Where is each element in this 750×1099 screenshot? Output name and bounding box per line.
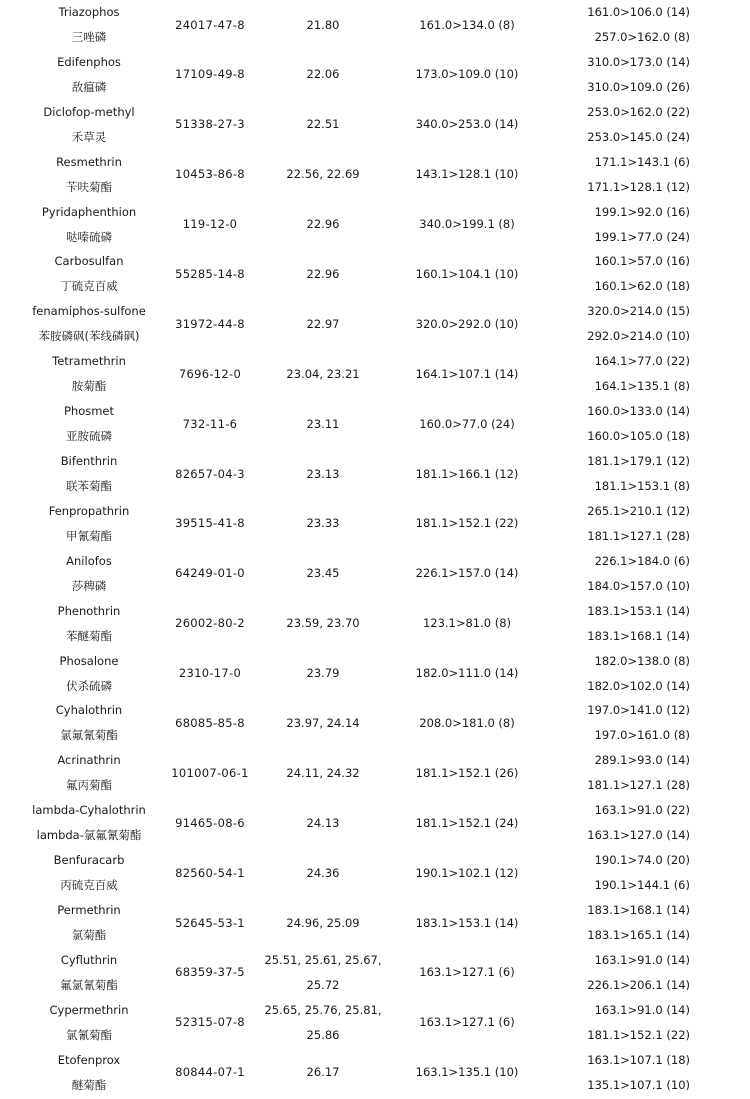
qualifier-ion-pair-2: 292.0>214.0 (10) bbox=[587, 329, 690, 344]
retention-time: 21.80 bbox=[306, 17, 340, 32]
qualifier-ion-pair-1: 289.1>93.0 (14) bbox=[594, 753, 690, 768]
quantifier-ion-pair: 208.0>181.0 (8) bbox=[419, 715, 515, 730]
quantifier-ion-pair: 123.1>81.0 (8) bbox=[422, 616, 512, 631]
qualifier-ion-pair-2: 160.1>62.0 (18) bbox=[594, 279, 690, 294]
qualifier-ion-pairs bbox=[565, 1048, 690, 1098]
qualifier-ion-pair-1: 163.1>107.1 (18) bbox=[587, 1052, 690, 1067]
compound-english-name: Fenpropathrin bbox=[48, 503, 130, 518]
qualifier-ion-pair-1: 161.0>106.0 (14) bbox=[587, 5, 690, 19]
compound-english-name: Diclofop-methyl bbox=[43, 104, 135, 119]
table-row bbox=[0, 50, 750, 100]
compound-chinese-name: 氯氰菊酯 bbox=[66, 1027, 112, 1042]
qualifier-ion-pairs bbox=[565, 798, 690, 848]
compound-chinese-name: 丁硫克百威 bbox=[60, 279, 118, 294]
cas-number: 68085-85-8 bbox=[175, 715, 245, 730]
retention-time: 23.13 bbox=[306, 466, 340, 481]
compound-english-name: fenamiphos-sulfone bbox=[32, 304, 146, 319]
compound-chinese-name: 氯菊酯 bbox=[71, 928, 107, 943]
qualifier-ion-pair-1: 171.1>143.1 (6) bbox=[594, 154, 690, 169]
qualifier-ion-pair-2: 184.0>157.0 (10) bbox=[587, 578, 690, 593]
qualifier-ion-pair-1: 164.1>77.0 (22) bbox=[594, 354, 690, 369]
retention-time-cell bbox=[262, 998, 384, 1048]
compound-chinese-name: 哒嗪硫磷 bbox=[66, 229, 112, 244]
qualifier-ion-pair-2: 164.1>135.1 (8) bbox=[594, 379, 690, 394]
table-row bbox=[0, 349, 750, 399]
retention-time: 22.51 bbox=[306, 117, 340, 132]
retention-time: 24.36 bbox=[306, 865, 340, 880]
table-row bbox=[0, 249, 750, 299]
quantifier-ion-pair: 164.1>107.1 (14) bbox=[415, 366, 519, 381]
qualifier-ion-pair-1: 183.1>168.1 (14) bbox=[587, 903, 690, 918]
quantifier-ion-pair: 163.1>135.1 (10) bbox=[415, 1065, 519, 1080]
compound-chinese-name: 敌瘟磷 bbox=[71, 79, 107, 94]
compound-english-name: Bifenthrin bbox=[60, 454, 118, 469]
cas-number: 10453-86-8 bbox=[175, 167, 245, 182]
cas-number: 7696-12-0 bbox=[178, 366, 242, 381]
quantifier-ion-pair: 226.1>157.0 (14) bbox=[415, 566, 519, 581]
table-row bbox=[0, 898, 750, 948]
table-row bbox=[0, 848, 750, 898]
compound-english-name: Benfuracarb bbox=[53, 853, 125, 868]
compound-chinese-name: 苯胺磷砜(苯线磷砜) bbox=[38, 329, 140, 344]
retention-time-line1: 25.65, 25.76, 25.81, bbox=[264, 1002, 382, 1017]
qualifier-ion-pairs bbox=[565, 150, 690, 200]
table-row bbox=[0, 698, 750, 748]
compound-chinese-name: 胺菊酯 bbox=[71, 379, 107, 394]
table-row bbox=[0, 798, 750, 848]
quantifier-ion-pair: 190.1>102.1 (12) bbox=[415, 865, 519, 880]
qualifier-ion-pairs bbox=[565, 649, 690, 699]
cas-number: 52315-07-8 bbox=[175, 1015, 245, 1030]
compound-chinese-name: 丙硫克百威 bbox=[60, 878, 118, 893]
compound-english-name: Cyhalothrin bbox=[55, 703, 123, 718]
quantifier-ion-pair: 181.1>152.1 (26) bbox=[415, 765, 519, 780]
compound-english-name: Triazophos bbox=[58, 5, 120, 19]
quantifier-ion-pair: 143.1>128.1 (10) bbox=[415, 167, 519, 182]
quantifier-ion-pair: 340.0>199.1 (8) bbox=[419, 217, 515, 232]
cas-number: 68359-37-5 bbox=[175, 965, 245, 980]
compound-english-name: Anilofos bbox=[66, 553, 112, 568]
table-row bbox=[0, 399, 750, 449]
retention-time: 22.97 bbox=[306, 316, 340, 331]
cas-number: 24017-47-8 bbox=[175, 17, 245, 32]
qualifier-ion-pair-2: 257.0>162.0 (8) bbox=[594, 30, 690, 44]
qualifier-ion-pairs bbox=[565, 100, 690, 150]
qualifier-ion-pair-2: 183.1>165.1 (14) bbox=[587, 928, 690, 943]
qualifier-ion-pair-1: 320.0>214.0 (15) bbox=[587, 304, 690, 319]
qualifier-ion-pair-1: 163.1>91.0 (14) bbox=[594, 1002, 690, 1017]
retention-time: 22.56, 22.69 bbox=[286, 167, 360, 182]
qualifier-ion-pair-1: 310.0>173.0 (14) bbox=[587, 54, 690, 69]
qualifier-ion-pairs bbox=[565, 200, 690, 250]
table-row bbox=[0, 998, 750, 1048]
qualifier-ion-pair-2: 163.1>127.0 (14) bbox=[587, 828, 690, 843]
quantifier-ion-pair: 181.1>152.1 (24) bbox=[415, 815, 519, 830]
qualifier-ion-pair-2: 181.1>152.1 (22) bbox=[587, 1027, 690, 1042]
retention-time: 24.96, 25.09 bbox=[286, 915, 360, 930]
qualifier-ion-pair-2: 226.1>206.1 (14) bbox=[587, 977, 690, 992]
retention-time-line2: 25.86 bbox=[306, 1027, 340, 1042]
compound-chinese-name: 苯醚菊酯 bbox=[66, 628, 112, 643]
compound-chinese-name: 联苯菊酯 bbox=[66, 479, 112, 494]
cas-number: 82657-04-3 bbox=[175, 466, 245, 481]
qualifier-ion-pairs bbox=[565, 549, 690, 599]
qualifier-ion-pairs bbox=[565, 998, 690, 1048]
cas-number: 26002-80-2 bbox=[175, 616, 245, 631]
compound-chinese-name: 禾草灵 bbox=[71, 129, 107, 144]
qualifier-ion-pair-1: 265.1>210.1 (12) bbox=[587, 503, 690, 518]
retention-time: 22.96 bbox=[306, 217, 340, 232]
cas-number: 80844-07-1 bbox=[175, 1065, 245, 1080]
qualifier-ion-pair-1: 163.1>91.0 (14) bbox=[594, 952, 690, 967]
qualifier-ion-pair-2: 310.0>109.0 (26) bbox=[587, 79, 690, 94]
compound-english-name: Phosmet bbox=[63, 404, 115, 419]
cas-number: 51338-27-3 bbox=[175, 117, 245, 132]
quantifier-ion-pair: 161.0>134.0 (8) bbox=[419, 17, 515, 32]
qualifier-ion-pair-2: 253.0>145.0 (24) bbox=[587, 129, 690, 144]
compound-english-name: Etofenprox bbox=[57, 1052, 121, 1067]
compound-chinese-name: 甲氰菊酯 bbox=[66, 528, 112, 543]
qualifier-ion-pairs bbox=[565, 898, 690, 948]
qualifier-ion-pair-2: 160.0>105.0 (18) bbox=[587, 429, 690, 444]
qualifier-ion-pairs bbox=[565, 848, 690, 898]
retention-time: 23.59, 23.70 bbox=[286, 616, 360, 631]
quantifier-ion-pair: 160.0>77.0 (24) bbox=[419, 416, 515, 431]
compound-chinese-name: 亚胺硫磷 bbox=[66, 429, 112, 444]
qualifier-ion-pair-2: 190.1>144.1 (6) bbox=[594, 878, 690, 893]
qualifier-ion-pair-2: 183.1>168.1 (14) bbox=[587, 628, 690, 643]
qualifier-ion-pair-1: 163.1>91.0 (22) bbox=[594, 803, 690, 818]
table-row bbox=[0, 948, 750, 998]
retention-time: 23.79 bbox=[306, 666, 340, 681]
retention-time: 22.06 bbox=[306, 67, 340, 82]
qualifier-ion-pair-1: 190.1>74.0 (20) bbox=[594, 853, 690, 868]
cas-number: 2310-17-0 bbox=[178, 666, 242, 681]
table-row bbox=[0, 499, 750, 549]
compound-chinese-name: 伏杀硫磷 bbox=[66, 678, 112, 693]
table-row bbox=[0, 0, 750, 50]
quantifier-ion-pair: 183.1>153.1 (14) bbox=[415, 915, 519, 930]
table-row bbox=[0, 649, 750, 699]
retention-time: 24.13 bbox=[306, 815, 340, 830]
quantifier-ion-pair: 340.0>253.0 (14) bbox=[415, 117, 519, 132]
retention-time: 24.11, 24.32 bbox=[286, 765, 360, 780]
compound-chinese-name: 三唑磷 bbox=[71, 30, 107, 44]
compound-english-name: Carbosulfan bbox=[54, 254, 124, 269]
cas-number: 39515-41-8 bbox=[175, 516, 245, 531]
qualifier-ion-pair-2: 135.1>107.1 (10) bbox=[587, 1077, 690, 1092]
qualifier-ion-pair-2: 182.0>102.0 (14) bbox=[587, 678, 690, 693]
cas-number: 91465-08-6 bbox=[175, 815, 245, 830]
quantifier-ion-pair: 163.1>127.1 (6) bbox=[419, 1015, 515, 1030]
qualifier-ion-pair-2: 181.1>127.1 (28) bbox=[587, 528, 690, 543]
cas-number: 55285-14-8 bbox=[175, 266, 245, 281]
qualifier-ion-pair-1: 199.1>92.0 (16) bbox=[594, 204, 690, 219]
quantifier-ion-pair: 182.0>111.0 (14) bbox=[415, 666, 519, 681]
qualifier-ion-pair-1: 197.0>141.0 (12) bbox=[587, 703, 690, 718]
cas-number: 17109-49-8 bbox=[175, 67, 245, 82]
cas-number: 64249-01-0 bbox=[175, 566, 245, 581]
qualifier-ion-pairs bbox=[565, 50, 690, 100]
cas-number: 82560-54-1 bbox=[175, 865, 245, 880]
compound-english-name: Permethrin bbox=[57, 903, 121, 918]
qualifier-ion-pair-1: 183.1>153.1 (14) bbox=[587, 603, 690, 618]
qualifier-ion-pair-1: 160.1>57.0 (16) bbox=[594, 254, 690, 269]
compound-english-name: Phosalone bbox=[59, 653, 119, 668]
qualifier-ion-pair-1: 182.0>138.0 (8) bbox=[594, 653, 690, 668]
qualifier-ion-pair-2: 171.1>128.1 (12) bbox=[587, 179, 690, 194]
compound-english-name: lambda-Cyhalothrin bbox=[32, 803, 146, 818]
compound-english-name: Resmethrin bbox=[56, 154, 122, 169]
compound-english-name: Acrinathrin bbox=[57, 753, 121, 768]
cas-number: 732-11-6 bbox=[182, 416, 238, 431]
quantifier-ion-pair: 160.1>104.1 (10) bbox=[415, 266, 519, 281]
compound-chinese-name: 氟丙菊酯 bbox=[66, 778, 112, 793]
retention-time: 23.33 bbox=[306, 516, 340, 531]
cas-number: 101007-06-1 bbox=[171, 765, 249, 780]
retention-time: 23.04, 23.21 bbox=[286, 366, 360, 381]
cas-number: 119-12-0 bbox=[182, 217, 238, 232]
qualifier-ion-pairs bbox=[565, 599, 690, 649]
compound-english-name: Cyfluthrin bbox=[60, 952, 118, 967]
compound-chinese-name: 氯氟氰菊酯 bbox=[60, 728, 118, 743]
retention-time: 23.11 bbox=[306, 416, 340, 431]
retention-time: 23.45 bbox=[306, 566, 340, 581]
retention-time: 22.96 bbox=[306, 266, 340, 281]
qualifier-ion-pairs bbox=[565, 748, 690, 798]
cas-number: 52645-53-1 bbox=[175, 915, 245, 930]
table-row bbox=[0, 1048, 750, 1098]
retention-time-line2: 25.72 bbox=[306, 977, 340, 992]
table-row bbox=[0, 748, 750, 798]
qualifier-ion-pair-1: 160.0>133.0 (14) bbox=[587, 404, 690, 419]
quantifier-ion-pair: 181.1>166.1 (12) bbox=[415, 466, 519, 481]
qualifier-ion-pair-2: 199.1>77.0 (24) bbox=[594, 229, 690, 244]
table-row bbox=[0, 599, 750, 649]
compound-chinese-name: 莎稗磷 bbox=[71, 578, 107, 593]
qualifier-ion-pair-1: 226.1>184.0 (6) bbox=[594, 553, 690, 568]
qualifier-ion-pair-2: 197.0>161.0 (8) bbox=[594, 728, 690, 743]
compound-chinese-name: 苄呋菊酯 bbox=[66, 179, 112, 194]
compound-english-name: Cypermethrin bbox=[49, 1002, 129, 1017]
qualifier-ion-pair-1: 181.1>179.1 (12) bbox=[587, 454, 690, 469]
compound-english-name: Tetramethrin bbox=[52, 354, 126, 369]
compound-english-name: Pyridaphenthion bbox=[41, 204, 137, 219]
qualifier-ion-pairs bbox=[565, 698, 690, 748]
retention-time-line1: 25.51, 25.61, 25.67, bbox=[264, 952, 382, 967]
compound-chinese-name: 醚菊酯 bbox=[71, 1077, 107, 1092]
table-row bbox=[0, 299, 750, 349]
retention-time: 23.97, 24.14 bbox=[286, 715, 360, 730]
table-row bbox=[0, 200, 750, 250]
quantifier-ion-pair: 163.1>127.1 (6) bbox=[419, 965, 515, 980]
cas-number: 31972-44-8 bbox=[175, 316, 245, 331]
qualifier-ion-pair-2: 181.1>153.1 (8) bbox=[594, 479, 690, 494]
table-row bbox=[0, 100, 750, 150]
qualifier-ion-pairs bbox=[565, 499, 690, 549]
retention-time-cell bbox=[262, 948, 384, 998]
qualifier-ion-pairs bbox=[565, 299, 690, 349]
table-row bbox=[0, 549, 750, 599]
table-row bbox=[0, 449, 750, 499]
qualifier-ion-pairs bbox=[565, 399, 690, 449]
quantifier-ion-pair: 173.0>109.0 (10) bbox=[415, 67, 519, 82]
compound-chinese-name: lambda-氯氟氰菊酯 bbox=[36, 828, 142, 843]
quantifier-ion-pair: 181.1>152.1 (22) bbox=[415, 516, 519, 531]
qualifier-ion-pairs bbox=[565, 0, 690, 50]
qualifier-ion-pair-1: 253.0>162.0 (22) bbox=[587, 104, 690, 119]
compound-chinese-name: 氟氯氰菊酯 bbox=[60, 977, 118, 992]
quantifier-ion-pair: 320.0>292.0 (10) bbox=[415, 316, 519, 331]
qualifier-ion-pairs bbox=[565, 449, 690, 499]
compound-english-name: Phenothrin bbox=[57, 603, 121, 618]
qualifier-ion-pairs bbox=[565, 349, 690, 399]
qualifier-ion-pairs bbox=[565, 948, 690, 998]
table-row bbox=[0, 150, 750, 200]
retention-time: 26.17 bbox=[306, 1065, 340, 1080]
compound-english-name: Edifenphos bbox=[57, 54, 121, 69]
qualifier-ion-pairs bbox=[565, 249, 690, 299]
qualifier-ion-pair-2: 181.1>127.1 (28) bbox=[587, 778, 690, 793]
